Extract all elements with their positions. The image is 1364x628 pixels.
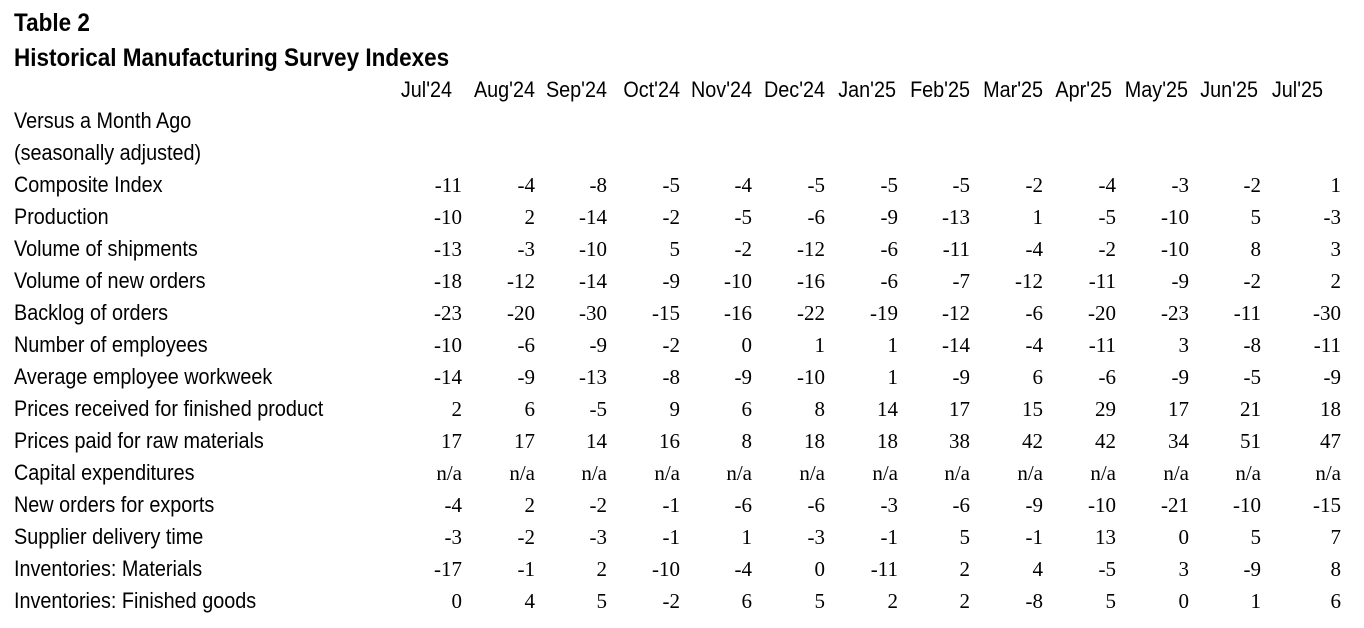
table-cell: -11 [942, 237, 970, 261]
table-cell: 1 [814, 333, 825, 357]
table-cell: -23 [1161, 301, 1189, 325]
table-cell: -8 [1243, 333, 1261, 357]
table-cell: -2 [1098, 237, 1116, 261]
table-cell: -2 [734, 237, 752, 261]
month-header: Mar'25 [983, 77, 1043, 102]
table-cell: 5 [669, 237, 680, 261]
table-cell: -6 [880, 237, 898, 261]
table-cell: 0 [451, 589, 462, 613]
table-cell: 42 [1022, 429, 1043, 453]
table-cell: -10 [652, 557, 680, 581]
table-cell: 13 [1095, 525, 1116, 549]
table-cell: 0 [741, 333, 752, 357]
table-cell: -5 [1098, 557, 1116, 581]
table-cell: 5 [1105, 589, 1116, 613]
table-cell: -20 [1088, 301, 1116, 325]
table-cell: 3 [1178, 557, 1189, 581]
row-label: Production [14, 204, 109, 229]
table-cell: -5 [662, 173, 680, 197]
table-cell: -9 [952, 365, 970, 389]
table-cell: -3 [517, 237, 535, 261]
table-cell: -18 [434, 269, 462, 293]
table-cell: -11 [1313, 333, 1341, 357]
row-label: Prices received for finished product [14, 396, 324, 421]
table-cell: 6 [741, 589, 752, 613]
table-cell: -15 [652, 301, 680, 325]
table-cell: -20 [507, 301, 535, 325]
table-cell: 15 [1022, 397, 1043, 421]
table-cell: 8 [814, 397, 825, 421]
table-cell: -2 [662, 205, 680, 229]
table-cell: 0 [1178, 525, 1189, 549]
month-header: Feb'25 [910, 77, 970, 102]
table-cell: -8 [589, 173, 607, 197]
table-cell: 17 [514, 429, 535, 453]
table-cell: -13 [434, 237, 462, 261]
row-label: Inventories: Finished goods [14, 588, 257, 613]
table-cell: -1 [1025, 525, 1043, 549]
table-cell: -4 [734, 173, 752, 197]
table-cell: -11 [434, 173, 462, 197]
table-cell: -12 [942, 301, 970, 325]
table-cell: n/a [799, 461, 825, 485]
table-cell: -9 [1323, 365, 1341, 389]
table-cell: 2 [959, 557, 970, 581]
table-cell: 6 [524, 397, 535, 421]
table-cell: -14 [579, 269, 607, 293]
month-header: Dec'24 [763, 77, 825, 102]
table-cell: 5 [814, 589, 825, 613]
table-cell: n/a [944, 461, 970, 485]
row-label: Composite Index [14, 172, 163, 197]
table-cell: 8 [1330, 557, 1341, 581]
table-cell: -11 [1088, 333, 1116, 357]
section-label: Versus a Month Ago [14, 108, 192, 133]
table-cell: n/a [581, 461, 607, 485]
table-cell: -6 [517, 333, 535, 357]
table-cell: -4 [444, 493, 462, 517]
table-cell: -1 [662, 525, 680, 549]
table-title: Historical Manufacturing Survey Indexes [14, 44, 450, 72]
table-cell: -10 [434, 333, 462, 357]
table-cell: -1 [517, 557, 535, 581]
table-cell: -2 [517, 525, 535, 549]
table-cell: -22 [797, 301, 825, 325]
row-label: Supplier delivery time [14, 524, 204, 549]
table-cell: 2 [1330, 269, 1341, 293]
table-cell: -3 [1171, 173, 1189, 197]
table-cell: -5 [589, 397, 607, 421]
table-cell: 2 [596, 557, 607, 581]
table-cell: 1 [1330, 173, 1341, 197]
table-cell: -2 [1025, 173, 1043, 197]
table-cell: 2 [524, 205, 535, 229]
table-cell: n/a [1017, 461, 1043, 485]
table-cell: 6 [1032, 365, 1043, 389]
section-sublabel: (seasonally adjusted) [14, 140, 202, 165]
table-cell: 2 [451, 397, 462, 421]
table-cell: -6 [807, 205, 825, 229]
table-cell: -2 [589, 493, 607, 517]
table-cell: n/a [436, 461, 462, 485]
table-cell: -9 [589, 333, 607, 357]
table-cell: -10 [1161, 237, 1189, 261]
table-cell: -12 [507, 269, 535, 293]
table-cell: 29 [1095, 397, 1116, 421]
table-cell: 6 [741, 397, 752, 421]
table-cell: n/a [872, 461, 898, 485]
table-cell: 0 [814, 557, 825, 581]
table-cell: 9 [669, 397, 680, 421]
month-header: Oct'24 [623, 77, 680, 102]
table-cell: 16 [659, 429, 680, 453]
table-cell: -9 [517, 365, 535, 389]
table-cell: 6 [1330, 589, 1341, 613]
table-cell: -2 [662, 333, 680, 357]
table-cell: -12 [1015, 269, 1043, 293]
table-cell: -5 [1098, 205, 1116, 229]
table-cell: -5 [734, 205, 752, 229]
table-cell: 18 [804, 429, 825, 453]
table-cell: 14 [877, 397, 898, 421]
row-label: Volume of new orders [14, 268, 206, 293]
month-header: Sep'24 [545, 77, 607, 102]
table-cell: 5 [959, 525, 970, 549]
table-cell: n/a [726, 461, 752, 485]
table-number: Table 2 [14, 9, 90, 37]
table-cell: -3 [880, 493, 898, 517]
table-cell: -15 [1313, 493, 1341, 517]
table-cell: 5 [1250, 205, 1261, 229]
table-cell: 1 [1032, 205, 1043, 229]
row-label: New orders for exports [14, 492, 215, 517]
table-cell: 5 [1250, 525, 1261, 549]
table-cell: -5 [952, 173, 970, 197]
row-label: Number of employees [14, 332, 208, 357]
table-cell: 2 [959, 589, 970, 613]
table-cell: -6 [880, 269, 898, 293]
table-cell: -1 [662, 493, 680, 517]
table-cell: -6 [1025, 301, 1043, 325]
table-cell: 34 [1168, 429, 1189, 453]
table-cell: 14 [586, 429, 607, 453]
table-cell: 2 [524, 493, 535, 517]
table-cell: -4 [734, 557, 752, 581]
row-label: Volume of shipments [14, 236, 198, 261]
table-cell: -8 [662, 365, 680, 389]
month-header: Aug'24 [473, 77, 535, 102]
table-cell: -6 [734, 493, 752, 517]
table-cell: -11 [1088, 269, 1116, 293]
row-label: Prices paid for raw materials [14, 428, 264, 453]
table-cell: -30 [579, 301, 607, 325]
table-cell: -10 [579, 237, 607, 261]
table-cell: 1 [887, 333, 898, 357]
table-cell: -14 [434, 365, 462, 389]
table-cell: -14 [942, 333, 970, 357]
table-cell: 18 [1320, 397, 1341, 421]
month-header: May'25 [1124, 77, 1188, 102]
month-header: Nov'24 [690, 77, 752, 102]
table-cell: -11 [1233, 301, 1261, 325]
month-header: Jul'25 [1271, 77, 1323, 102]
table-cell: 1 [1250, 589, 1261, 613]
table-cell: -8 [1025, 589, 1043, 613]
table-cell: -16 [724, 301, 752, 325]
table-cell: -9 [662, 269, 680, 293]
table-cell: -3 [807, 525, 825, 549]
table-cell: -10 [1088, 493, 1116, 517]
table-cell: -9 [1171, 365, 1189, 389]
row-label: Capital expenditures [14, 460, 195, 485]
table-cell: -5 [880, 173, 898, 197]
table-cell: -10 [1233, 493, 1261, 517]
table-cell: -3 [1323, 205, 1341, 229]
table-cell: 0 [1178, 589, 1189, 613]
table-cell: 38 [949, 429, 970, 453]
row-label: Inventories: Materials [14, 556, 203, 581]
table-cell: 1 [887, 365, 898, 389]
table-cell: 17 [949, 397, 970, 421]
table-cell: -6 [952, 493, 970, 517]
table-cell: -6 [1098, 365, 1116, 389]
table-cell: 2 [887, 589, 898, 613]
table-cell: 8 [1250, 237, 1261, 261]
table-cell: -10 [1161, 205, 1189, 229]
table-cell: 1 [741, 525, 752, 549]
table-cell: 3 [1330, 237, 1341, 261]
table-cell: -17 [434, 557, 462, 581]
table-cell: n/a [1163, 461, 1189, 485]
table-cell: 17 [441, 429, 462, 453]
table-cell: 4 [1032, 557, 1043, 581]
table-cell: -9 [1171, 269, 1189, 293]
table-cell: -1 [880, 525, 898, 549]
table-cell: -21 [1161, 493, 1189, 517]
table-cell: -3 [589, 525, 607, 549]
table-cell: -9 [880, 205, 898, 229]
table-cell: -19 [870, 301, 898, 325]
month-header: Jun'25 [1200, 77, 1258, 102]
table-cell: 7 [1330, 525, 1341, 549]
table-cell: n/a [1315, 461, 1341, 485]
table-cell: -16 [797, 269, 825, 293]
table-cell: 47 [1320, 429, 1341, 453]
table-cell: -11 [870, 557, 898, 581]
table-cell: -4 [1025, 333, 1043, 357]
table-cell: 17 [1168, 397, 1189, 421]
table-cell: 18 [877, 429, 898, 453]
month-header: Jan'25 [838, 77, 896, 102]
table-cell: -12 [797, 237, 825, 261]
table-cell: -10 [434, 205, 462, 229]
table-cell: 5 [596, 589, 607, 613]
table-cell: 4 [524, 589, 535, 613]
table-cell: n/a [1090, 461, 1116, 485]
table-cell: n/a [1235, 461, 1261, 485]
month-header: Jul'24 [400, 77, 452, 102]
table-cell: 8 [741, 429, 752, 453]
table-cell: -2 [1243, 173, 1261, 197]
table-cell: -30 [1313, 301, 1341, 325]
table-cell: -4 [517, 173, 535, 197]
table-cell: -9 [734, 365, 752, 389]
table-cell: -23 [434, 301, 462, 325]
table-cell: -14 [579, 205, 607, 229]
month-header: Apr'25 [1055, 77, 1112, 102]
table-cell: -13 [942, 205, 970, 229]
table-cell: -13 [579, 365, 607, 389]
table-cell: -4 [1098, 173, 1116, 197]
table-cell: -2 [1243, 269, 1261, 293]
table-cell: 42 [1095, 429, 1116, 453]
table-cell: -4 [1025, 237, 1043, 261]
row-label: Backlog of orders [14, 300, 169, 325]
table-cell: n/a [654, 461, 680, 485]
table-cell: -10 [724, 269, 752, 293]
table-cell: -3 [444, 525, 462, 549]
table-cell: -6 [807, 493, 825, 517]
table-cell: 3 [1178, 333, 1189, 357]
table-cell: -9 [1243, 557, 1261, 581]
table-cell: 21 [1240, 397, 1261, 421]
table-cell: -10 [797, 365, 825, 389]
table-cell: -9 [1025, 493, 1043, 517]
table-cell: -7 [952, 269, 970, 293]
table-cell: -5 [807, 173, 825, 197]
row-label: Average employee workweek [14, 364, 273, 389]
table-cell: -2 [662, 589, 680, 613]
table-cell: n/a [509, 461, 535, 485]
table-cell: 51 [1240, 429, 1261, 453]
table-cell: -5 [1243, 365, 1261, 389]
